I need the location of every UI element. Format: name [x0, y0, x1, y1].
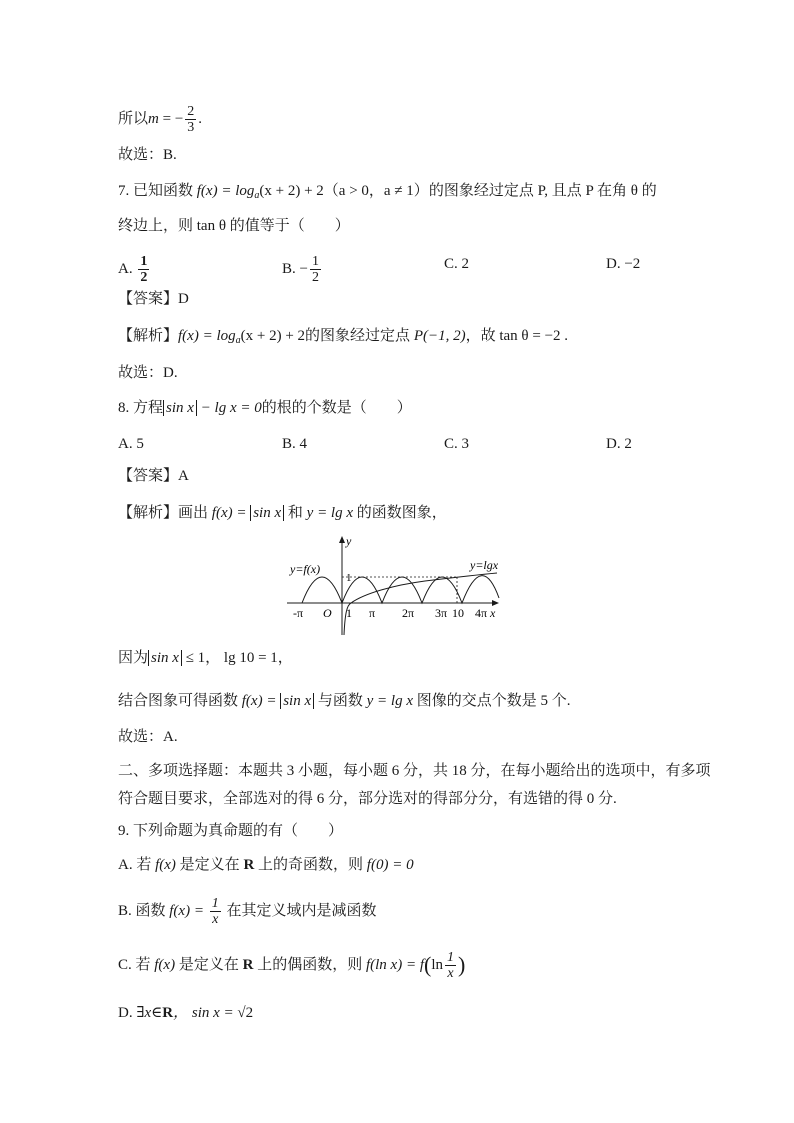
tick-3pi: 3π: [435, 606, 448, 620]
text: 所以: [118, 110, 149, 127]
frac-den: 2: [140, 270, 148, 285]
formula: − lg x = 0: [196, 400, 262, 416]
tick-one: 1: [346, 606, 352, 620]
prev-conclusion: [118, 104, 202, 135]
q9-option-c: [118, 950, 465, 981]
real-set: R: [243, 857, 255, 873]
q7-answer: 【答案】D: [118, 291, 189, 307]
tick-origin: O: [323, 606, 332, 620]
formula: f(0) = 0: [366, 857, 414, 873]
q8-analysis: [118, 503, 447, 523]
abs-value: sin x: [163, 400, 197, 416]
analysis-label: 【解析】: [118, 505, 179, 521]
frac-num: 1: [311, 254, 319, 269]
abs-value: sin x: [250, 505, 284, 521]
q7-choice: 故选：D.: [118, 365, 178, 381]
label-one-y: 1: [346, 572, 352, 584]
abs-value: sin x: [280, 693, 314, 709]
formula: y = lg x: [366, 693, 413, 709]
option-label: B.: [282, 260, 296, 277]
frac-num: 1: [140, 254, 148, 269]
text: D. ∃: [118, 1005, 145, 1021]
text: 的根的个数是（ ）: [261, 400, 412, 416]
q8-option-a: A. 5: [118, 436, 144, 452]
q9-option-b: [118, 896, 376, 927]
text: 方程: [133, 400, 164, 416]
label-x: x: [490, 606, 496, 620]
fraction: [138, 254, 149, 285]
fraction: [310, 254, 321, 285]
formula: f(ln x) = f: [365, 956, 424, 973]
q9-option-a: [118, 855, 414, 875]
text: 是定义在: [175, 956, 243, 973]
text: 上的奇函数，则: [254, 857, 367, 873]
q7-option-a: [118, 254, 151, 285]
ln: ln: [431, 956, 443, 973]
text: A. 若: [118, 857, 156, 873]
point: P(−1, 2): [413, 328, 466, 344]
label-fx: y=f(x): [290, 562, 321, 576]
q7-analysis: [118, 326, 568, 351]
text: = −: [158, 110, 184, 127]
q7-number: 7.: [118, 183, 130, 199]
q7-stem-line1: [118, 181, 657, 206]
left-paren: (: [424, 951, 432, 977]
q8-because: [118, 648, 293, 668]
sqrt-two: √2: [237, 1005, 254, 1021]
tick-neg-pi: -π: [293, 606, 304, 620]
option-label: A.: [118, 260, 133, 277]
text: 在其定义域内是减函数: [222, 902, 377, 919]
frac-den: 3: [187, 120, 195, 135]
q8-combine: [118, 691, 571, 711]
q8-option-b: B. 4: [282, 436, 308, 452]
q8-option-d: D. 2: [606, 436, 632, 452]
text: 因为: [118, 650, 149, 666]
section2-line1: 二、多项选择题：本题共 3 小题，每小题 6 分，共 18 分，在每小题给出的选项中，有多项: [118, 763, 711, 779]
text: ，故 tan θ = −2 .: [465, 328, 569, 344]
sin-lg-graph: [285, 533, 510, 638]
text: 与函数: [314, 693, 367, 709]
text: 的图象经过定点: [305, 328, 414, 344]
right-paren: ): [458, 951, 466, 977]
fraction: [210, 896, 221, 927]
text: 结合图象可得函数: [118, 693, 242, 709]
var-m: m: [148, 110, 159, 127]
subscript: a: [235, 335, 241, 346]
text: B. 函数: [118, 902, 170, 919]
fraction: [185, 104, 196, 135]
real-set: R: [162, 1005, 174, 1021]
text: C. 若: [118, 956, 155, 973]
q8-stem: [118, 398, 412, 418]
analysis-label: 【解析】: [118, 328, 179, 344]
q8-answer: 【答案】A: [118, 468, 189, 484]
formula: ≤ 1， lg 10 = 1，: [181, 650, 293, 666]
q7-stem-line2: 终边上，则 tan θ 的值等于（ ）: [118, 218, 350, 234]
q8-choice: 故选：A.: [118, 729, 178, 745]
text: 是定义在: [175, 857, 244, 873]
text: 图像的交点个数是 5 个.: [413, 693, 571, 709]
q7-option-c: C. 2: [444, 256, 470, 272]
text: 上的偶函数，则: [253, 956, 366, 973]
formula: f(x): [155, 857, 176, 873]
q7-option-b: [282, 254, 323, 285]
formula: (x + 2) + 2: [259, 183, 324, 199]
formula: y = lg x: [306, 505, 354, 521]
tick-2pi: 2π: [402, 606, 415, 620]
q7-option-d: D. −2: [606, 256, 641, 272]
formula: f(x) = log: [178, 328, 236, 344]
q9-option-d: [118, 1003, 253, 1023]
abs-value: sin x: [148, 650, 182, 666]
abs-sin-curve: [302, 576, 499, 603]
frac-den: 2: [311, 270, 319, 285]
section2-line2: 符合题目要求，全部选对的得 6 分，部分选对的得部分分，有选错的得 0 分.: [118, 791, 617, 807]
label-y: y: [346, 534, 352, 548]
text: 的函数图象，: [353, 505, 447, 521]
text: 已知函数: [133, 183, 194, 199]
tick-10: 10: [452, 606, 464, 620]
frac-num: 1: [211, 896, 219, 911]
formula: (x + 2) + 2: [240, 328, 306, 344]
q8-number: 8.: [118, 400, 130, 416]
frac-num: 1: [447, 950, 454, 965]
tick-4pi: 4π: [475, 606, 488, 620]
text: 和: [284, 505, 307, 521]
formula: ， sin x =: [173, 1005, 238, 1021]
frac-den: x: [210, 911, 221, 927]
prev-choice: 故选：B.: [118, 147, 177, 163]
label-lg: y=lgx: [470, 558, 499, 572]
q8-option-c: C. 3: [444, 436, 470, 452]
formula: f(x): [154, 956, 176, 973]
sign: −: [299, 260, 308, 277]
subscript: a: [254, 190, 260, 201]
formula: f(x) = log: [196, 183, 255, 199]
formula: f(x) =: [241, 693, 281, 709]
text: 画出: [178, 505, 212, 521]
tick-pi: π: [369, 606, 376, 620]
condition: （a > 0，a ≠ 1）: [323, 183, 429, 199]
in-symbol: ∈: [151, 1005, 163, 1021]
text: .: [198, 110, 203, 127]
real-set: R: [242, 956, 254, 973]
frac-num: 2: [187, 104, 195, 119]
fraction: [445, 950, 456, 981]
q9-stem: 9. 下列命题为真命题的有（ ）: [118, 823, 344, 839]
frac-den: x: [445, 965, 456, 981]
y-axis-arrow: [339, 536, 345, 543]
lg-curve: [344, 573, 497, 635]
var-x: x: [144, 1005, 152, 1021]
text: 的图象经过定点 P, 且点 P 在角 θ 的: [428, 183, 657, 199]
formula: f(x) =: [169, 902, 208, 919]
formula: f(x) =: [211, 505, 251, 521]
